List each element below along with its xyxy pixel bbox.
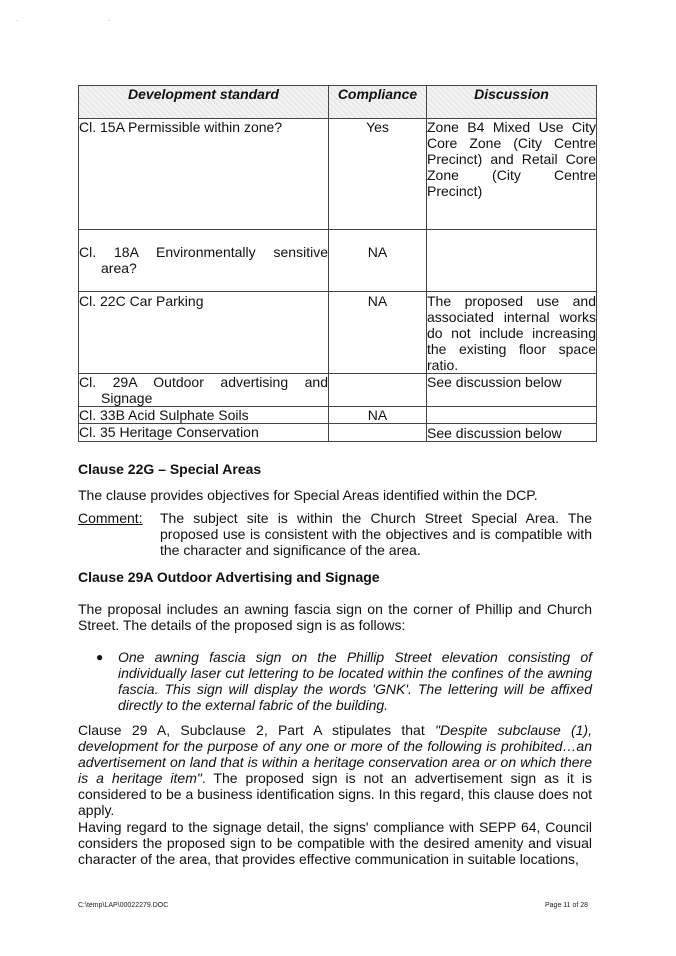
table-row (79, 424, 597, 442)
footer-file-path: C:\temp\LAP\00022279.DOC (78, 902, 169, 909)
section2-paragraph-2: Having regard to the signage detail, the signs' compliance with SEPP 64, Council considers the proposed sign to be compatible with the desired amenity and visual character of the area, that provides effective communication in suitable locations, (78, 819, 592, 867)
section1-comment (78, 510, 592, 558)
paragraph-quote: "Despite subclause (1), development for the purpose of any one or more of the following is prohibited…an advertisement on land that is within a heritage conservation area or on which there is a heritage item" (78, 722, 592, 786)
cell-standard-line1: Cl. 29A Outdoor advertising and (79, 374, 328, 390)
section-heading-outdoor-advertising: Clause 29A Outdoor Advertising and Signage (78, 569, 380, 585)
cell-discussion (427, 407, 597, 424)
cell-standard (79, 374, 329, 407)
cell-discussion: The proposed use and associated internal works do not include increasing the existing floor space ratio. (427, 293, 596, 373)
header-discussion: Discussion (427, 86, 597, 119)
section2-paragraph (78, 722, 592, 818)
cell-standard-line1: Cl. 18A Environmentally sensitive (79, 244, 328, 260)
cell-discussion (427, 230, 597, 292)
cell-standard: Cl. 33B Acid Sulphate Soils (79, 407, 329, 424)
table-row (79, 230, 597, 292)
table-row (79, 374, 597, 407)
bullet-item (96, 649, 592, 713)
footer-page-number: Page 11 of 28 (545, 902, 589, 909)
cell-standard: Cl. 15A Permissible within zone? (79, 119, 329, 230)
cell-standard: Cl. 35 Heritage Conservation (79, 424, 329, 442)
section1-intro: The clause provides objectives for Special Areas identified within the DCP. (78, 487, 538, 503)
paragraph-lead: Clause 29 A, Subclause 2, Part A stipulates that (78, 722, 435, 738)
development-standards-table (78, 85, 597, 442)
paragraph-tail: . The proposed sign is not an advertisement sign as it is considered to be a business identification signs. In this regard, this clause does not apply. (78, 770, 592, 818)
cell-compliance (329, 424, 427, 442)
cell-standard (79, 230, 329, 292)
table-row (79, 292, 597, 374)
cell-discussion: See discussion below (427, 424, 597, 442)
header-compliance: Compliance (329, 86, 427, 119)
comment-label: Comment: (78, 510, 143, 526)
cell-discussion: See discussion below (427, 374, 597, 407)
section2-intro: The proposal includes an awning fascia sign on the corner of Phillip and Church Street. The details of the proposed sign is as follows: (78, 601, 592, 633)
cell-compliance: NA (329, 230, 427, 292)
cell-compliance: NA (329, 407, 427, 424)
comment-text: The subject site is within the Church Street Special Area. The proposed use is consistent with the objectives and is compatible with the character and significance of the area. (160, 510, 592, 558)
cell-compliance (329, 374, 427, 407)
header-development-standard: Development standard (79, 86, 329, 119)
cell-compliance: NA (329, 292, 427, 374)
cell-discussion: Zone B4 Mixed Use City Core Zone (City Centre Precinct) and Retail Core Zone (City Centre Precinct) (427, 119, 597, 230)
bullet-icon: ● (96, 650, 104, 664)
table-row (79, 407, 597, 424)
bullet-text: One awning fascia sign on the Phillip Street elevation consisting of individually laser cut lettering to be located within the confines of the awning fascia. This sign will display the words 'GNK'. The lettering will be affixed directly to the external fabric of the building. (118, 649, 592, 713)
table-header-row (79, 86, 597, 119)
cell-standard-line2: area? (101, 260, 137, 276)
section-heading-special-areas: Clause 22G – Special Areas (78, 461, 262, 477)
scan-marks: · · (16, 16, 111, 25)
cell-compliance: Yes (329, 119, 427, 230)
cell-standard-line2: Signage (101, 390, 153, 406)
cell-standard: Cl. 22C Car Parking (79, 292, 329, 374)
table-row (79, 119, 597, 230)
